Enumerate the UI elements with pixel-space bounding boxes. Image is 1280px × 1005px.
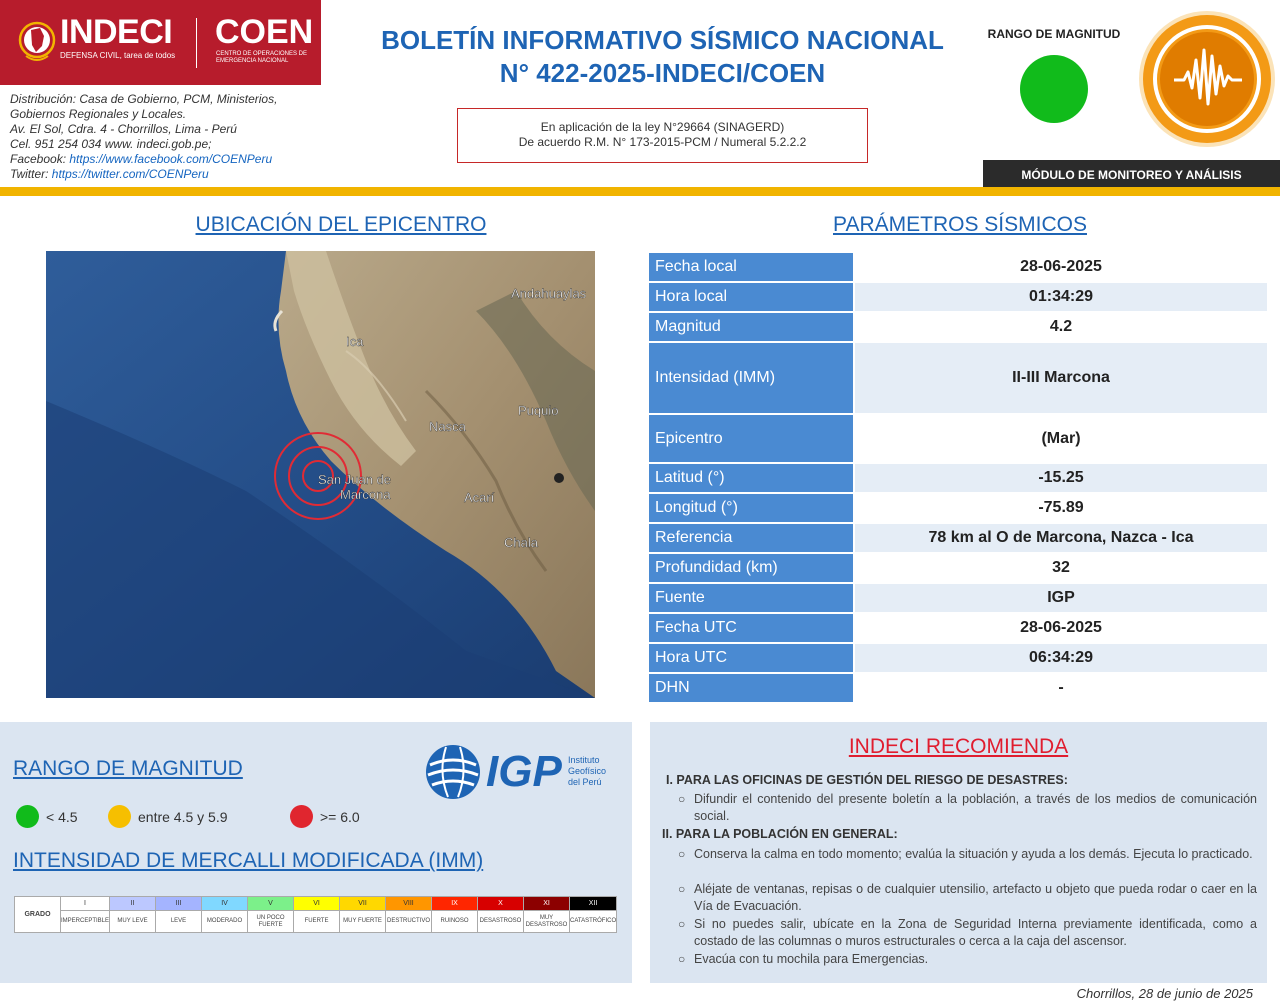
igp-wordmark: IGP [486, 747, 562, 796]
header-divider [0, 187, 1280, 196]
map-label-ica: Ica [346, 334, 364, 349]
mercalli-level-roman: III [156, 897, 202, 911]
mercalli-level-roman: XI [524, 897, 570, 911]
bullet-icon: ○ [678, 882, 686, 896]
epicenter-map[interactable] [46, 251, 595, 698]
igp-sub2: Geofísico [568, 766, 607, 776]
mercalli-level-roman: XII [570, 897, 617, 911]
param-label: DHN [649, 674, 855, 702]
map-label-puquio: Puquio [518, 403, 559, 418]
distribution-line1: Distribución: Casa de Gobierno, PCM, Ministerios, [10, 92, 278, 106]
distribution-line2: Gobiernos Regionales y Locales. [10, 107, 187, 121]
twitter-link[interactable]: https://twitter.com/COENPeru [51, 167, 209, 181]
twitter-label: Twitter: [10, 167, 52, 181]
distribution-info [10, 92, 310, 182]
law-line1: En aplicación de la ley N°29664 (SINAGERD) [540, 120, 785, 134]
param-label: Referencia [649, 524, 855, 552]
epicenter-map-image [46, 251, 595, 698]
recommendation-item-2: Conserva la calma en todo momento; evalúa la situación y ayuda a los demás. Ejecuta lo practicado. [694, 847, 1253, 861]
param-row [649, 253, 1267, 281]
monitoring-module-banner: MÓDULO DE MONITOREO Y ANÁLISIS [983, 160, 1280, 187]
param-value: 01:34:29 [855, 283, 1267, 311]
law-line2: De acuerdo R.M. N° 173-2015-PCM / Numeral 5.2.2.2 [518, 135, 807, 149]
mercalli-title: INTENSIDAD DE MERCALLI MODIFICADA (IMM) [13, 849, 484, 872]
map-label-san-juan-1: San Juan de [318, 472, 392, 487]
param-label: Hora UTC [649, 644, 855, 672]
param-label: Fecha UTC [649, 614, 855, 642]
param-value: -15.25 [855, 464, 1267, 492]
indeci-tagline: DEFENSA CIVIL, tarea de todos [60, 51, 176, 60]
mercalli-level-desc: FUERTE [294, 911, 340, 933]
mercalli-level-desc: MUY LEVE [110, 911, 156, 933]
mercalli-grado-label: GRADO [15, 897, 61, 933]
mercalli-level-roman: V [248, 897, 294, 911]
recommendation-item-4: Si no puedes salir, ubícate en la Zona de Seguridad Interna previamente identificada, como a costado de las columnas o muros estructurales o cerca a la caja del ascensor. [694, 917, 1257, 948]
mercalli-level-roman: IX [432, 897, 478, 911]
phone: Cel. 951 254 034 www. indeci.gob.pe; [10, 137, 212, 151]
recommendation-item-5: Evacúa con tu mochila para Emergencias. [694, 952, 929, 966]
param-label: Intensidad (IMM) [649, 343, 855, 413]
seismograph-icon [1138, 10, 1276, 148]
param-value: 4.2 [855, 313, 1267, 341]
magnitude-status-indicator [1020, 55, 1088, 123]
legend-large-label: >= 6.0 [320, 808, 360, 825]
recommendations-title: INDECI RECOMIENDA [848, 735, 1069, 758]
param-row [649, 614, 1267, 642]
legend-yellow-dot [108, 805, 131, 828]
bulletin-title [330, 24, 995, 90]
mercalli-level-desc: CATASTRÓFICO [570, 911, 617, 933]
map-label-san-juan-2: Marcona [340, 487, 391, 502]
facebook-link[interactable]: https://www.facebook.com/COENPeru [69, 152, 273, 166]
mercalli-level-desc: IMPERCEPTIBLE [61, 911, 110, 933]
param-value: 28-06-2025 [855, 614, 1267, 642]
param-value: -75.89 [855, 494, 1267, 522]
seismic-params-table [649, 251, 1267, 704]
mercalli-level-desc: MUY FUERTE [340, 911, 386, 933]
bulletin-date: Chorrillos, 28 de junio de 2025 [1076, 986, 1253, 1001]
param-row [649, 464, 1267, 492]
mercalli-level-desc: DESTRUCTIVO [386, 911, 432, 933]
param-value: 28-06-2025 [855, 253, 1267, 281]
param-value: 32 [855, 554, 1267, 582]
mercalli-scale-table [14, 896, 617, 933]
mercalli-level-desc: RUINOSO [432, 911, 478, 933]
bulletin-number: N° 422-2025-INDECI/COEN [499, 58, 826, 88]
param-row [649, 283, 1267, 311]
seismic-params-title: PARÁMETROS SÍSMICOS [833, 213, 1087, 236]
param-label: Longitud (°) [649, 494, 855, 522]
legend-small [16, 805, 78, 828]
logo-divider [196, 18, 197, 68]
map-label-chala: Chala [504, 535, 538, 550]
magnitude-legend-panel [0, 722, 632, 983]
map-label-acari: Acarí [464, 490, 495, 505]
bulletin-title-line1: BOLETÍN INFORMATIVO SÍSMICO NACIONAL [381, 25, 944, 55]
bullet-icon: ○ [678, 952, 686, 966]
mercalli-level-desc: MUY DESASTROSO [524, 911, 570, 933]
legend-red-dot [290, 805, 313, 828]
param-value: - [855, 674, 1267, 702]
param-label: Fecha local [649, 253, 855, 281]
indeci-emblem-icon [18, 18, 56, 66]
param-row [649, 313, 1267, 341]
magnitude-range-title: RANGO DE MAGNITUD [13, 757, 243, 780]
param-row [649, 415, 1267, 462]
legend-medium-label: entre 4.5 y 5.9 [138, 808, 228, 825]
param-value: II-III Marcona [855, 343, 1267, 413]
legend-large [290, 805, 360, 828]
legend-medium [108, 805, 228, 828]
param-row [649, 554, 1267, 582]
param-row [649, 644, 1267, 672]
map-label-nasca: Nasca [429, 419, 466, 434]
legend-green-dot [16, 805, 39, 828]
mercalli-level-roman: IV [202, 897, 248, 911]
address: Av. El Sol, Cdra. 4 - Chorrillos, Lima - Perú [10, 122, 237, 136]
param-row [649, 343, 1267, 413]
coen-tagline: CENTRO DE OPERACIONES DE EMERGENCIA NACIONAL [216, 51, 308, 64]
magnitude-range-heading: RANGO DE MAGNITUD [987, 27, 1121, 41]
param-value: (Mar) [855, 415, 1267, 462]
section-1-heading: I. PARA LAS OFICINAS DE GESTIÓN DEL RIESGO DE DESASTRES: [666, 773, 1068, 787]
param-value: IGP [855, 584, 1267, 612]
mercalli-level-roman: II [110, 897, 156, 911]
facebook-line [10, 152, 310, 167]
igp-sub1: Instituto [568, 755, 600, 765]
param-row [649, 584, 1267, 612]
param-row [649, 674, 1267, 702]
bullet-icon: ○ [678, 917, 686, 931]
recommendation-item-1: Difundir el contenido del presente boletín a la población, a través de los medios de comunicación social. [694, 792, 1257, 823]
mercalli-level-roman: I [61, 897, 110, 911]
mercalli-level-roman: X [478, 897, 524, 911]
mercalli-level-desc: LEVE [156, 911, 202, 933]
twitter-line [10, 167, 310, 182]
bullet-icon: ○ [678, 792, 686, 806]
param-label: Hora local [649, 283, 855, 311]
mercalli-level-desc: DESASTROSO [478, 911, 524, 933]
param-label: Magnitud [649, 313, 855, 341]
law-reference-box [457, 108, 868, 163]
param-row [649, 494, 1267, 522]
param-value: 78 km al O de Marcona, Nazca - Ica [855, 524, 1267, 552]
param-value: 06:34:29 [855, 644, 1267, 672]
mercalli-level-roman: VIII [386, 897, 432, 911]
param-label: Epicentro [649, 415, 855, 462]
mercalli-level-desc: MODERADO [202, 911, 248, 933]
param-label: Profundidad (km) [649, 554, 855, 582]
igp-sub3: del Perú [568, 777, 602, 787]
map-label-andahuaylas: Andahuaylas [511, 286, 587, 301]
indeci-coen-logo [0, 0, 321, 85]
param-row [649, 524, 1267, 552]
bullet-icon: ○ [678, 847, 686, 861]
recommendation-item-3: Aléjate de ventanas, repisas o de cualquier utensilio, artefacto u objeto que pueda rodar o caer en la Vía de Evacuación. [694, 882, 1257, 913]
igp-globe-icon [424, 743, 482, 801]
mercalli-level-roman: VI [294, 897, 340, 911]
recommendations-panel [650, 722, 1267, 983]
igp-subtitle [568, 755, 606, 788]
mercalli-level-desc: UN POCO FUERTE [248, 911, 294, 933]
param-label: Fuente [649, 584, 855, 612]
facebook-label: Facebook: [10, 152, 70, 166]
epicenter-title: UBICACIÓN DEL EPICENTRO [195, 213, 487, 236]
indeci-wordmark: INDECI [60, 13, 173, 51]
mercalli-level-roman: VII [340, 897, 386, 911]
section-2-heading: II. PARA LA POBLACIÓN EN GENERAL: [662, 827, 898, 841]
coen-wordmark: COEN [215, 13, 314, 51]
legend-small-label: < 4.5 [46, 808, 78, 825]
param-label: Latitud (°) [649, 464, 855, 492]
